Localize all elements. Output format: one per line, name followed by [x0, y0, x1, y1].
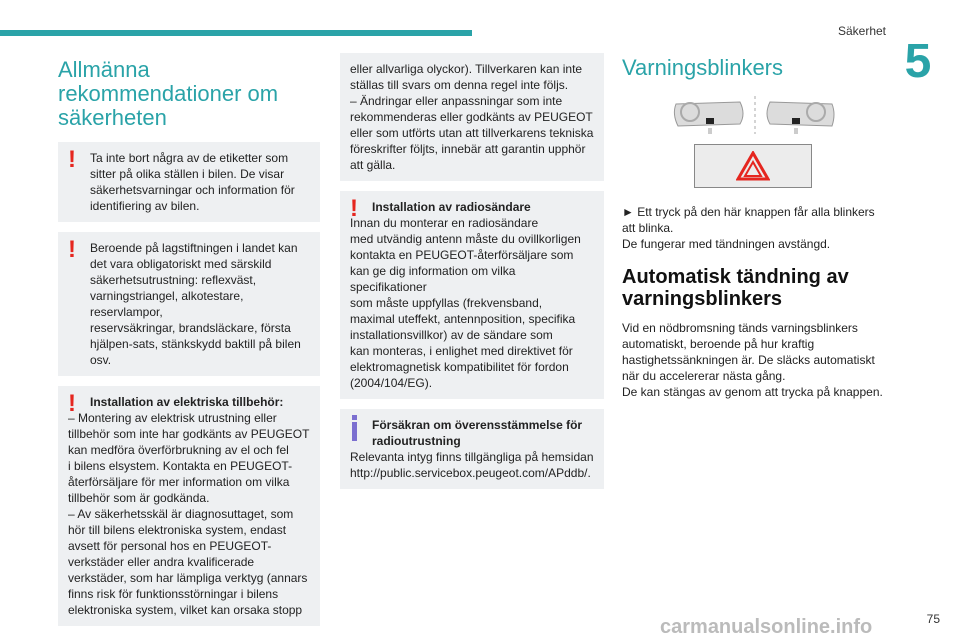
auto-hazard-text: Vid en nödbromsning tänds varningsblinkers automatiskt, beroende på hur kraftig hastighetssänkningen är. De släcks automatiskt när du accelererar nästa gång. De kan stängas av genom att trycka på knappen.: [622, 321, 883, 399]
warning-text: Beroende på lagstiftningen i landet kan det vara obligatoriskt med särskild säkerhetsutrustning: reflexväst, varningstriangel, alkotestare, reservlampor, reservsäkringar, brandsläckare, första hjälpen-sats, stänkskydd baktill på bilen osv.: [90, 241, 301, 367]
info-icon: [352, 415, 357, 441]
warning-box-electrical-accessories: [58, 386, 320, 626]
auto-hazard-title: Automatisk tändning av varningsblinkers: [622, 266, 849, 310]
hazard-instruction: ► Ett tryck på den här knappen får alla blinkers att blinka. De fungerar med tändningen avstängd.: [622, 205, 875, 251]
hazard-title: Varningsblinkers: [622, 55, 784, 80]
warning-box-labels: [58, 142, 320, 222]
page-number: 75: [926, 612, 940, 626]
hazard-triangle-icon: [736, 151, 770, 181]
warning-text: Ta inte bort några av de etiketter som sitter på olika ställen i bilen. De visar säkerhetsvarningar och information för identifiering av bilen.: [90, 151, 295, 213]
column-middle: [340, 53, 604, 499]
warning-title: Installation av radiosändare: [372, 200, 531, 214]
warning-title: Installation av elektriska tillbehör:: [90, 395, 284, 409]
info-title: Försäkran om överensstämmelse för radioutrustning: [372, 418, 583, 448]
dashboard-illustration: [670, 94, 840, 136]
section-name: Säkerhet: [837, 24, 886, 38]
warning-box-equipment: [58, 232, 320, 376]
section-title: Allmänna rekommendationer om säkerheten: [58, 57, 279, 130]
info-box-radio-conformity: [340, 409, 604, 489]
warning-text: eller allvarliga olyckor). Tillverkaren kan inte ställas till svars om denna regel inte följs. – Ändringar eller anpassningar som inte rekommenderas eller godkänts av PEUGEOT eller som utförts utan att tillverkarens tekniska föreskrifter följts, innebär att garantin upphör att gälla.: [350, 62, 594, 172]
header-accent-bar: [0, 30, 472, 36]
info-text: Relevanta intyg finns tillgängliga på hemsidan http://public.servicebox.peugeot.com/APddb/.: [350, 450, 594, 480]
column-right: [622, 56, 892, 400]
exclamation-icon: !: [68, 146, 76, 173]
hazard-button[interactable]: [694, 144, 812, 188]
exclamation-icon: !: [68, 236, 76, 263]
exclamation-icon: !: [350, 195, 358, 222]
warning-box-continued: [340, 53, 604, 181]
warning-text: Innan du monterar en radiosändare med utvändig antenn måste du ovillkorligen kontakta en PEUGEOT-återförsäljare som kan ge dig information om vilka specifikationer som måste uppfyllas (frekvensband, maximal uteffekt, antennposition, specifika installationsvillkor) av de sändare som kan monteras, i enlighet med direktivet för elektromagnetisk kompatibilitet för fordon (2004/104/EG).: [350, 216, 581, 390]
watermark: carmanualsonline.info: [660, 616, 873, 638]
chapter-number: 5: [904, 35, 932, 88]
column-left: [58, 58, 320, 636]
warning-box-radio-transmitters: [340, 191, 604, 399]
exclamation-icon: !: [68, 390, 76, 417]
warning-text: – Montering av elektrisk utrustning eller tillbehör som inte har godkänts av PEUGEOT kan medföra överförbrukning av el och fel i bilens elsystem. Kontakta en PEUGEOT- återförsäljare för mer information om vilka tillbehör som är godkända. – Av säkerhetsskäl är diagnosuttaget, som hör till bilens elektroniska system, endast avsett för personal hos en PEUGEOT- verkstäder eller andra kvalificerade verkstäder, som har lämpliga verktyg (annars finns risk för funktionsstörningar i bilens elektroniska system, vilket kan orsaka stopp: [68, 411, 310, 617]
